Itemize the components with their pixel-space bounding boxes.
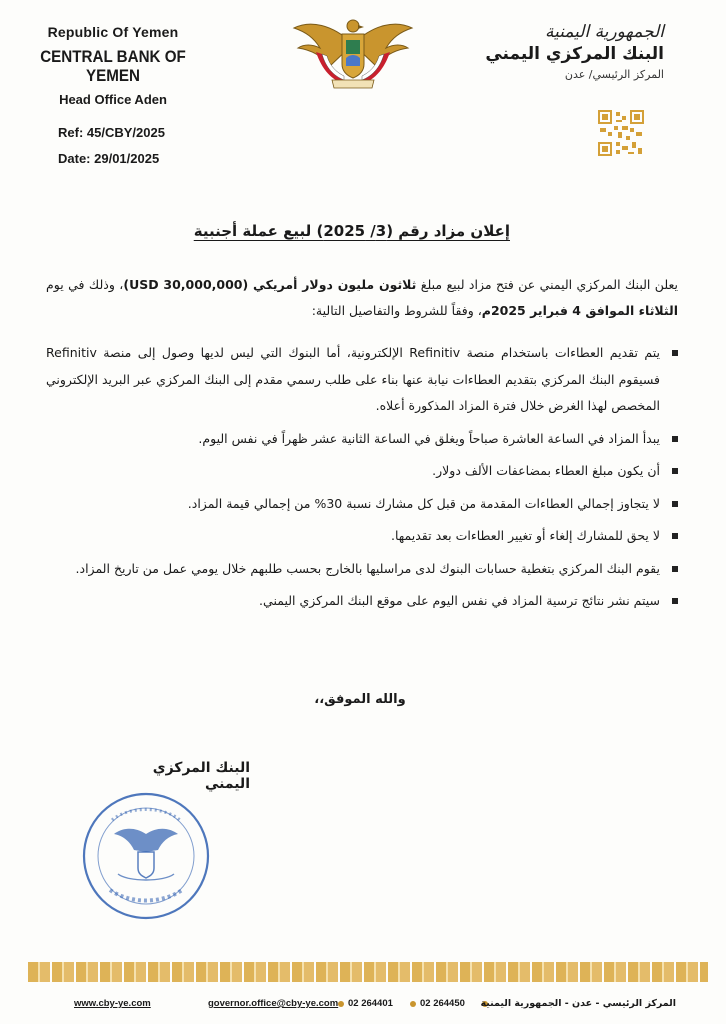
bullet-square-icon [672, 436, 678, 442]
phone-number-2: 02 264450 [420, 998, 465, 1009]
header-arabic [484, 22, 664, 81]
condition-item [46, 556, 678, 583]
office-name-en: Head Office Aden [59, 92, 167, 107]
phone-number-1: 02 264401 [348, 998, 393, 1009]
conditions-list [46, 340, 678, 621]
condition-text: لا يحق للمشارك إلغاء أو تغيير العطاءات بعد تقديمها. [391, 528, 660, 543]
country-name-ar: الجمهورية اليمنية [544, 22, 664, 42]
condition-text: لا يتجاوز إجمالي العطاءات المقدمة من قبل كل مشارك نسبة 30% من إجمالي قيمة المزاد. [187, 495, 660, 511]
intro-paragraph [46, 272, 678, 324]
country-name-en: Republic Of Yemen [47, 24, 179, 40]
footer-decorative-band [28, 962, 708, 982]
condition-text: أن يكون مبلغ العطاء بمضاعفات الألف دولار. [432, 463, 660, 478]
auction-day: الثلاثاء الموافق 4 فبراير 2025م [481, 303, 678, 318]
intro-text-1: يعلن البنك المركزي اليمني عن فتح مزاد لبيع مبلغ [416, 277, 678, 292]
office-name-ar: المركز الرئيسي/ عدن [564, 68, 664, 81]
bank-seal-stamp [80, 790, 212, 922]
condition-text: يقوم البنك المركزي بتغطية حسابات البنوك لدى مراسليها بالخارج بحسب طلبهم خلال يومي عمل من تاريخ المزاد. [75, 560, 660, 576]
bank-name-en: CENTRAL BANK OF YEMEN [40, 48, 186, 85]
phone-icon [338, 1001, 344, 1007]
website-link[interactable]: www.cby-ye.com [74, 998, 151, 1009]
footer-address: المركز الرئيسي - عدن - الجمهورية اليمنية [480, 998, 676, 1009]
closing-phrase: والله الموفق،، [314, 692, 406, 707]
bullet-square-icon [672, 501, 678, 507]
qr-code-icon[interactable] [598, 110, 644, 156]
phone-icon [410, 1001, 416, 1007]
document-date: Date: 29/01/2025 [58, 151, 160, 166]
condition-text: سيتم نشر نتائج ترسية المزاد في نفس اليوم على موقع البنك المركزي اليمني. [259, 593, 660, 608]
bullet-square-icon [672, 350, 678, 356]
header-english [18, 24, 208, 107]
intro-text-2: ، وذلك في يوم [46, 277, 124, 292]
condition-text: يتم تقديم العطاءات باستخدام منصة Refinitiv الإلكترونية، أما البنوك التي ليس لديها وصول إلى منصة Refinitiv فسيقوم البنك المركزي بتقديم العطاءات نيابة عنها بناء على طلب رسمي مقدم إلى البنك المركزي عبر البريد الإلكتروني المخصص لهذا الغرض خلال فترة المزاد المذكورة أعلاه. [46, 345, 660, 413]
condition-item [46, 458, 678, 485]
bullet-square-icon [672, 533, 678, 539]
reference-block [58, 120, 165, 172]
condition-item [46, 523, 678, 550]
bullet-square-icon [672, 566, 678, 572]
bank-name-ar: البنك المركزي اليمني [485, 44, 664, 64]
condition-item [46, 491, 678, 518]
intro-text-3: ، وفقاً للشروط والتفاصيل التالية: [311, 303, 482, 318]
email-link[interactable]: governor.office@cby-ye.com [208, 998, 339, 1009]
announcement-title: إعلان مزاد رقم (3/ 2025) لبيع عملة أجنبية [193, 222, 510, 240]
reference-number: Ref: 45/CBY/2025 [58, 125, 165, 140]
condition-text: يبدأ المزاد في الساعة العاشرة صباحاً ويغلق في الساعة الثانية عشر ظهراً في نفس اليوم. [198, 430, 660, 446]
condition-item [46, 588, 678, 615]
signer-name: البنك المركزي اليمني [152, 760, 250, 792]
auction-amount: ثلاثون مليون دولار أمريكي (USD 30,000,000) [123, 277, 417, 292]
bullet-square-icon [672, 468, 678, 474]
condition-item [46, 340, 678, 420]
bullet-square-icon [672, 598, 678, 604]
footer [0, 994, 726, 1016]
condition-item [46, 426, 678, 453]
yemen-emblem-icon [292, 14, 414, 90]
